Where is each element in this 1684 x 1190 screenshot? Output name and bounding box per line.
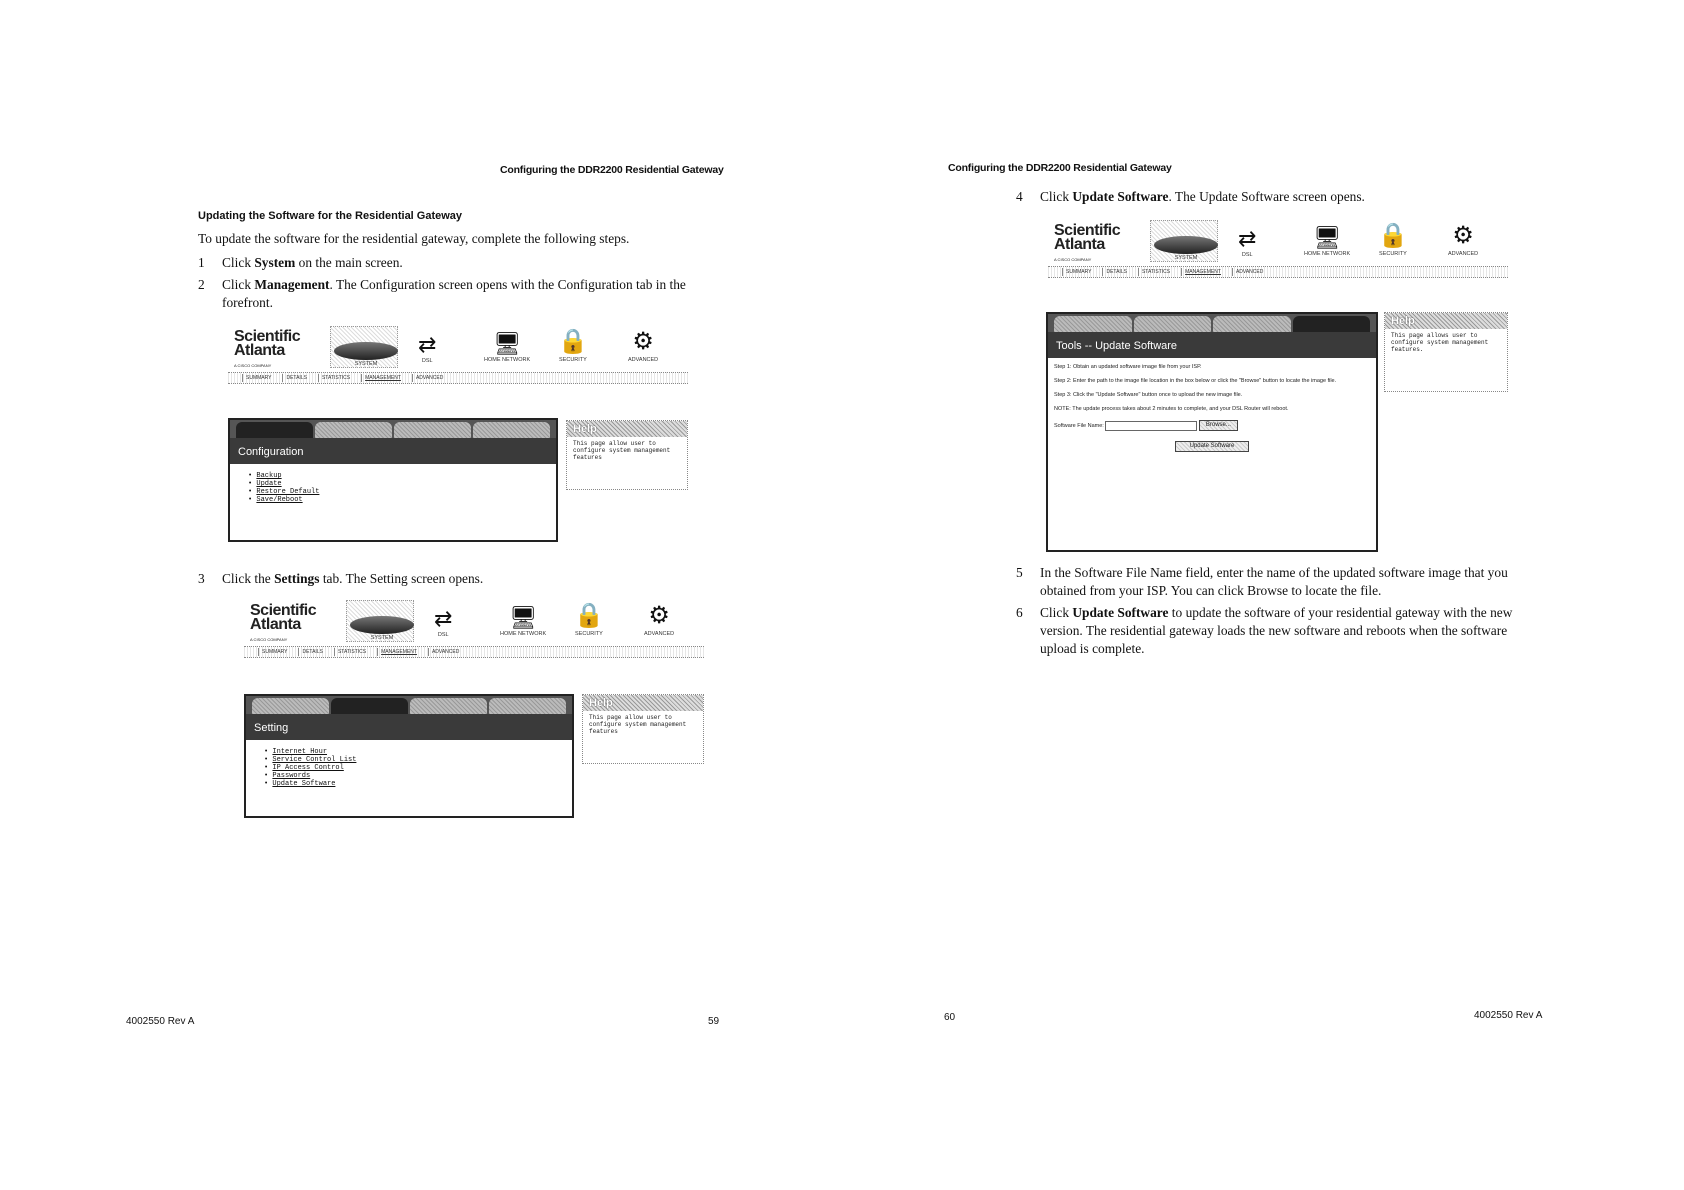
tab-advanced[interactable]: ADVANCED <box>412 374 446 382</box>
security-icon[interactable]: 🔒 SECURITY <box>558 328 588 363</box>
dsl-icon[interactable]: ⇄ DSL <box>434 606 453 638</box>
tab-advanced[interactable]: ADVANCED <box>1232 268 1266 276</box>
security-icon[interactable]: 🔒 SECURITY <box>574 602 604 637</box>
router-banner-1 <box>228 324 688 392</box>
list-item[interactable]: • Save/Reboot <box>248 496 319 504</box>
tab-settings[interactable] <box>315 422 392 438</box>
step-2 <box>198 276 718 312</box>
right-footer-page: 60 <box>944 1012 956 1023</box>
config-links <box>248 472 319 504</box>
nav-tabbar <box>228 372 688 384</box>
list-item[interactable]: • Update <box>248 480 319 488</box>
panel-tabs <box>230 420 556 438</box>
advanced-icon[interactable]: ⚙ ADVANCED <box>644 602 675 637</box>
tab-configuration[interactable] <box>252 698 329 714</box>
panel-tabs <box>1048 314 1376 332</box>
scientific-atlanta-logo: Scientific Atlanta A CISCO COMPANY <box>250 602 317 642</box>
file-name-label: Software File Name: <box>1054 422 1104 429</box>
step-text: tab. The Setting screen opens. <box>319 571 484 586</box>
help-title: Help <box>1385 313 1507 329</box>
system-icon[interactable]: SYSTEM <box>1154 236 1218 261</box>
panel-title: Configuration <box>230 438 556 464</box>
system-icon[interactable]: SYSTEM <box>350 616 414 641</box>
instruction-step-3: Step 3: Click the "Update Software" button once to upload the new image file. <box>1054 392 1243 398</box>
step-text: to update the software of your residential gateway with the new version. The residential gateway loads the new software and reboots when the software upload is complete. <box>1040 605 1513 656</box>
scientific-atlanta-logo: Scientific Atlanta A CISCO COMPANY <box>234 328 301 368</box>
tab-summary[interactable]: SUMMARY <box>242 374 274 382</box>
step-emphasis: System <box>254 255 296 270</box>
step-6 <box>1016 604 1536 658</box>
step-emphasis: Settings <box>274 571 320 586</box>
tab-statistics[interactable]: STATISTICS <box>318 374 353 382</box>
tab-tools[interactable] <box>473 422 550 438</box>
home-network-icon[interactable]: 🖥 HOME NETWORK <box>500 605 547 637</box>
panel-title: Tools -- Update Software <box>1048 332 1376 358</box>
instruction-step-2: Step 2: Enter the path to the image file location in the box below or click the "Browse" button to locate the image file. <box>1054 378 1337 384</box>
tab-configuration[interactable] <box>1054 316 1132 332</box>
step-emphasis: Update Software <box>1072 605 1169 620</box>
right-page-header: Configuring the DDR2200 Residential Gateway <box>948 162 1172 174</box>
list-item[interactable]: • Service Control List <box>264 756 356 764</box>
step-number: 4 <box>1016 189 1023 204</box>
step-text: Click <box>222 277 255 292</box>
step-text: Click the <box>222 571 275 586</box>
right-footer-docid: 4002550 Rev A <box>1474 1010 1543 1021</box>
help-title: Help <box>567 421 687 437</box>
configuration-panel <box>228 418 558 542</box>
step-5 <box>1016 564 1536 600</box>
security-icon[interactable]: 🔒 SECURITY <box>1378 222 1408 257</box>
step-emphasis: Management <box>254 277 330 292</box>
step-text: In the Software File Name field, enter the name of the updated software image that you obtained from your ISP. You can click Browse to locate the file. <box>1040 565 1508 598</box>
help-box <box>1384 312 1508 392</box>
tab-summary[interactable]: SUMMARY <box>1062 268 1094 276</box>
tab-details[interactable]: DETAILS <box>1102 268 1129 276</box>
tab-management[interactable]: MANAGEMENT <box>377 648 420 656</box>
step-text: Click <box>1040 605 1073 620</box>
instruction-step-1: Step 1: Obtain an updated software image file from your ISP. <box>1054 364 1202 370</box>
update-software-button[interactable]: Update Software <box>1175 441 1250 452</box>
tab-settings[interactable] <box>1134 316 1212 332</box>
advanced-icon[interactable]: ⚙ ADVANCED <box>1448 222 1479 257</box>
tab-management[interactable]: MANAGEMENT <box>1181 268 1224 276</box>
instruction-note: NOTE: The update process takes about 2 minutes to complete, and your DSL Router will reboot. <box>1054 406 1289 412</box>
help-title: Help <box>583 695 703 711</box>
help-text: This page allow user to configure system management features <box>573 440 671 461</box>
list-item[interactable]: • Passwords <box>264 772 356 780</box>
setting-panel <box>244 694 574 818</box>
intro-text: To update the software for the residential gateway, complete the following steps. <box>198 231 630 246</box>
help-text: This page allow user to configure system management features <box>589 714 687 735</box>
help-text: This page allows user to configure system management features. <box>1391 332 1489 353</box>
tab-statistics[interactable]: STATISTICS <box>334 648 369 656</box>
nav-tabbar <box>1048 266 1508 278</box>
help-box <box>566 420 688 490</box>
scientific-atlanta-logo: Scientific Atlanta A CISCO COMPANY <box>1054 222 1121 262</box>
left-page-header: Configuring the DDR2200 Residential Gateway <box>500 164 724 176</box>
left-footer-page: 59 <box>708 1016 720 1027</box>
home-network-icon[interactable]: 🖥 HOME NETWORK <box>1304 225 1351 257</box>
tab-configuration[interactable] <box>236 422 313 438</box>
step-number: 3 <box>198 571 205 586</box>
step-text: Click <box>222 255 255 270</box>
software-file-name-input[interactable] <box>1105 421 1197 431</box>
left-footer-docid: 4002550 Rev A <box>126 1016 195 1027</box>
tab-advanced[interactable]: ADVANCED <box>428 648 462 656</box>
step-number: 1 <box>198 255 205 270</box>
tab-details[interactable]: DETAILS <box>298 648 325 656</box>
update-software-panel <box>1046 312 1378 552</box>
tab-diagnostics[interactable] <box>410 698 487 714</box>
tab-management[interactable]: MANAGEMENT <box>361 374 404 382</box>
step-4 <box>1016 188 1536 206</box>
tab-diagnostics[interactable] <box>1213 316 1291 332</box>
nav-tabbar <box>244 646 704 658</box>
list-item[interactable]: • Restore Default <box>248 488 319 496</box>
update-instructions <box>1054 364 1370 452</box>
router-banner-2 <box>244 598 704 666</box>
step-number: 2 <box>198 277 205 292</box>
step-text: . The Configuration screen opens with the Configuration tab in the forefront. <box>222 277 686 310</box>
step-3 <box>198 570 718 588</box>
router-banner-3 <box>1048 218 1508 286</box>
list-item[interactable]: • Internet Hour <box>264 748 356 756</box>
system-icon[interactable]: SYSTEM <box>334 342 398 367</box>
dsl-icon[interactable]: ⇄ DSL <box>418 332 437 364</box>
tab-summary[interactable]: SUMMARY <box>258 648 290 656</box>
tab-tools[interactable] <box>1293 316 1371 332</box>
tab-details[interactable]: DETAILS <box>282 374 309 382</box>
list-item[interactable]: • Update Software <box>264 780 356 788</box>
step-emphasis: Update Software <box>1072 189 1169 204</box>
step-number: 6 <box>1016 605 1023 620</box>
step-1 <box>198 254 718 272</box>
home-network-icon[interactable]: 🖥 HOME NETWORK <box>484 331 531 363</box>
list-item[interactable]: • Backup <box>248 472 319 480</box>
step-number: 5 <box>1016 565 1023 580</box>
tab-tools[interactable] <box>489 698 566 714</box>
section-heading: Updating the Software for the Residential Gateway <box>198 210 463 222</box>
tab-diagnostics[interactable] <box>394 422 471 438</box>
step-text: . The Update Software screen opens. <box>1168 189 1365 204</box>
dsl-icon[interactable]: ⇄ DSL <box>1238 226 1257 258</box>
tab-settings[interactable] <box>331 698 408 714</box>
step-text: on the main screen. <box>295 255 403 270</box>
panel-tabs <box>246 696 572 714</box>
tab-statistics[interactable]: STATISTICS <box>1138 268 1173 276</box>
advanced-icon[interactable]: ⚙ ADVANCED <box>628 328 659 363</box>
list-item[interactable]: • IP Access Control <box>264 764 356 772</box>
step-text: Click <box>1040 189 1073 204</box>
panel-title: Setting <box>246 714 572 740</box>
browse-button[interactable]: Browse... <box>1199 420 1238 431</box>
setting-links <box>264 748 356 788</box>
help-box <box>582 694 704 764</box>
